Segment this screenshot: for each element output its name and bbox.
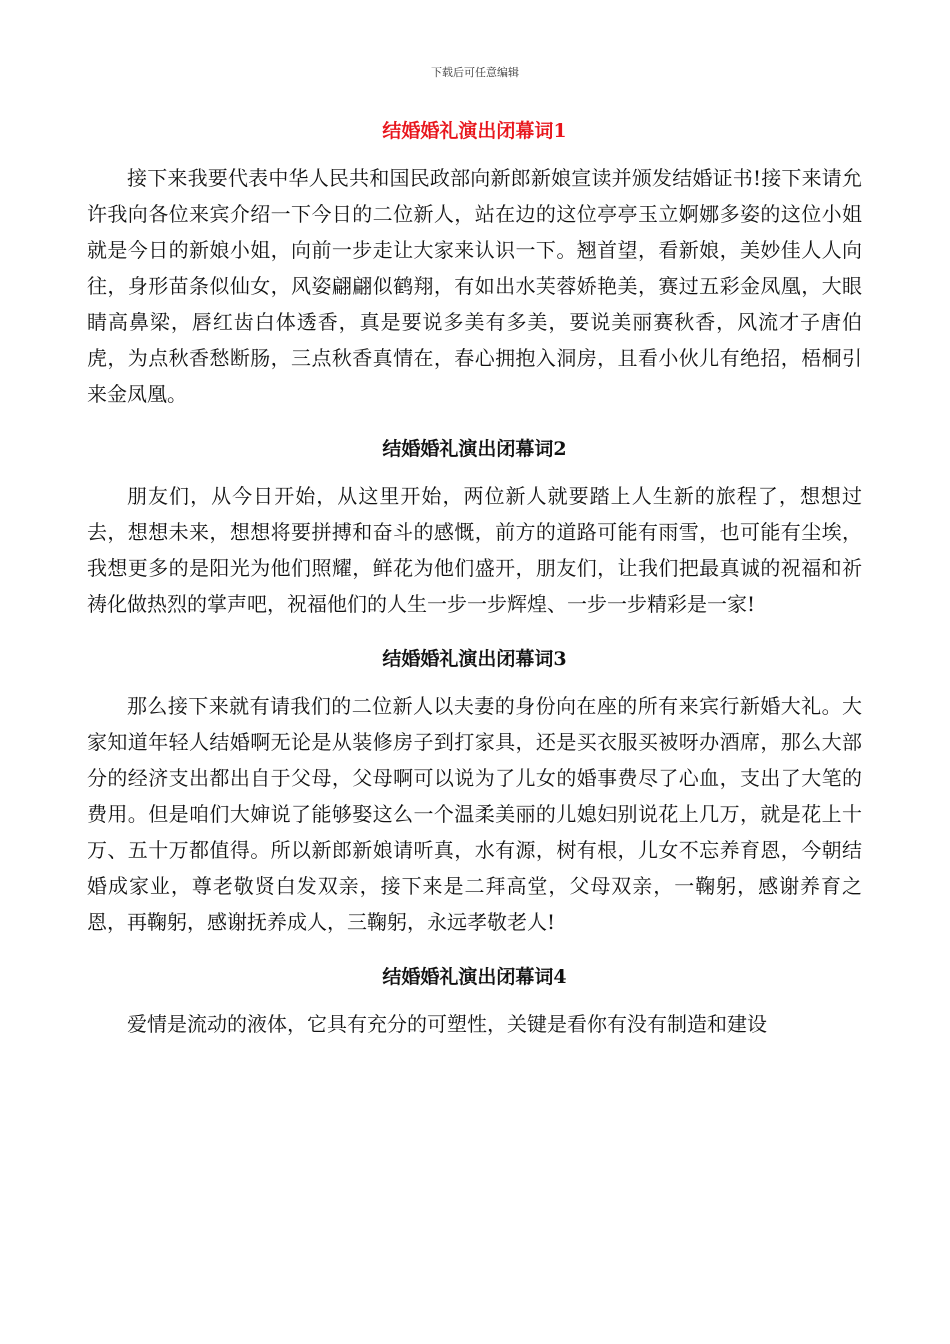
document-body [87, 118, 862, 1042]
section-title-1: 结婚婚礼演出闭幕词1 [382, 120, 567, 142]
section-paragraph-3: 那么接下来就有请我们的二位新人以夫妻的身份向在座的所有来宾行新婚大礼。大家知道年轻人结婚啊无论是从装修房子到打家具，还是买衣服买被呀办酒席，那么大部分的经济支出都出自于父母，父母啊可以说为了儿女的婚事费尽了心血，支出了大笔的费用。但是咱们大婶说了能够娶这么一个温柔美丽的儿媳妇别说花上几万，就是花上十万、五十万都值得。所以新郎新娘请听真，水有源，树有根，儿女不忘养育恩，今朝结婚成家业，尊老敬贤白发双亲，接下来是二拜高堂，父母双亲，一鞠躬，感谢养育之恩，再鞠躬，感谢抚养成人，三鞠躬，永远孝敬老人! [87, 694, 862, 934]
page-header-note: 下载后可任意编辑 [431, 66, 519, 79]
section-paragraph-1: 接下来我要代表中华人民共和国民政部向新郎新娘宣读并颁发结婚证书!接下来请允许我向各位来宾介绍一下今日的二位新人，站在边的这位亭亭玉立婀娜多姿的这位小姐就是今日的新娘小姐，向前一步走让大家来认识一下。翘首望，看新娘，美妙佳人人向往，身形苗条似仙女，风姿翩翩似鹤翔，有如出水芙蓉娇艳美，赛过五彩金凤凰，大眼睛高鼻梁，唇红齿白体透香，真是要说多美有多美，要说美丽赛秋香，风流才子唐伯虎，为点秋香愁断肠，三点秋香真情在，春心拥抱入洞房，且看小伙儿有绝招，梧桐引来金凤凰。 [87, 166, 862, 406]
section-title-4: 结婚婚礼演出闭幕词4 [382, 966, 567, 988]
section-paragraph-2: 朋友们，从今日开始，从这里开始，两位新人就要踏上人生新的旅程了，想想过去，想想未来，想想将要拼搏和奋斗的感慨，前方的道路可能有雨雪，也可能有尘埃，我想更多的是阳光为他们照耀，鲜花为他们盛开，朋友们，让我们把最真诚的祝福和祈祷化做热烈的掌声吧，祝福他们的人生一步一步辉煌、一步一步精彩是一家! [87, 484, 862, 616]
section-title-2: 结婚婚礼演出闭幕词2 [382, 438, 567, 460]
section-paragraph-4: 爱情是流动的液体，它具有充分的可塑性，关键是看你有没有制造和建设 [127, 1012, 767, 1036]
section-title-3: 结婚婚礼演出闭幕词3 [382, 648, 567, 670]
